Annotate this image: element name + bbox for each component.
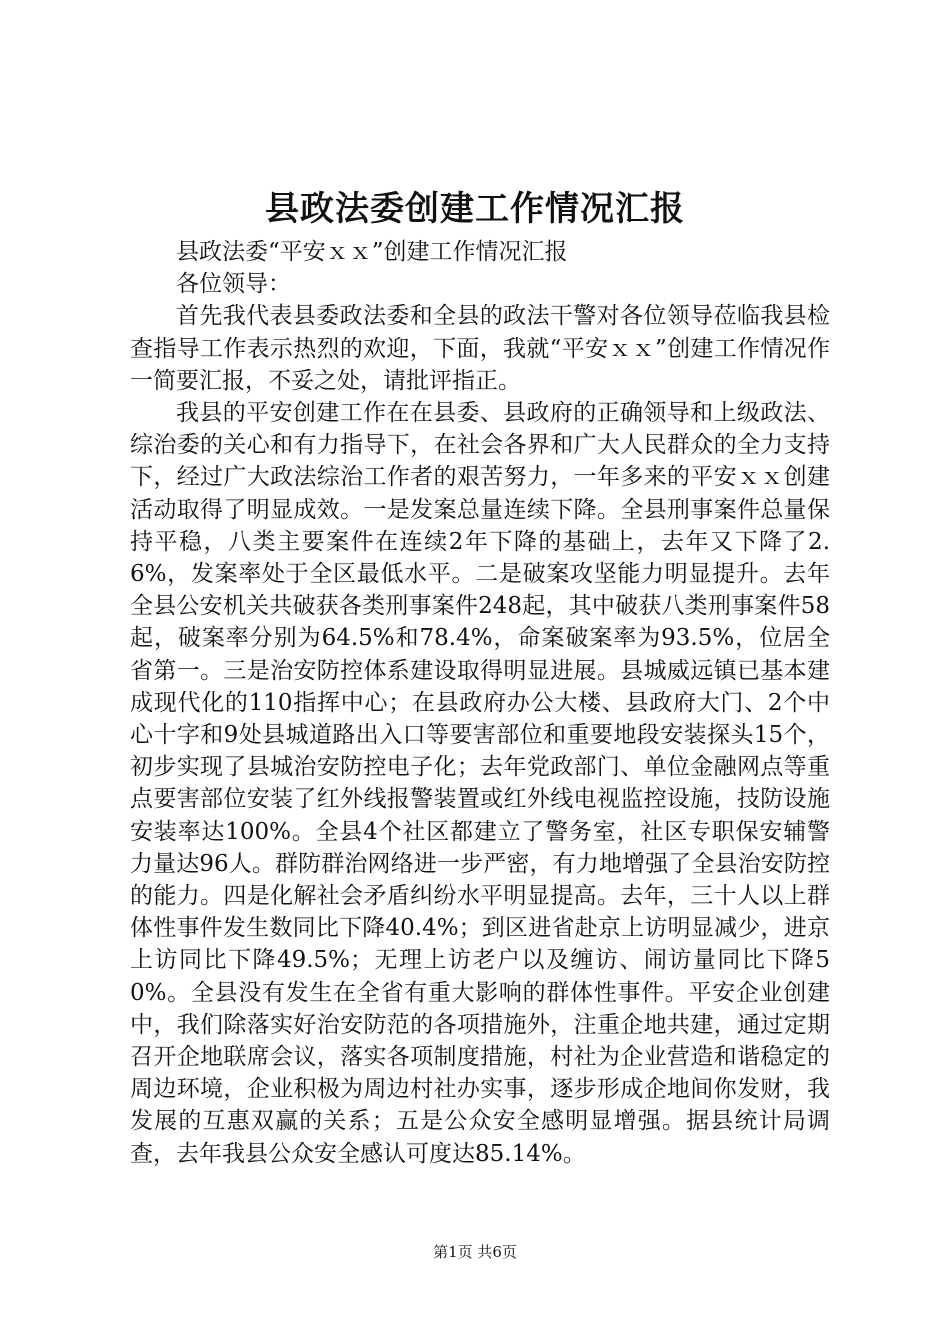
salutation-line: 各位领导： (176, 271, 291, 298)
document-body (130, 236, 830, 1170)
page-number-footer: 第1页 共6页 (433, 1243, 517, 1261)
paragraph-intro: 首先我代表县委政法委和全县的政法干警对各位领导莅临我县检查指导工作表示热烈的欢迎，下面，我就“平安ｘｘ”创建工作情况作一简要汇报，不妥之处，请批评指正。 (130, 303, 830, 394)
paragraph-achievements: 我县的平安创建工作在在县委、县政府的正确领导和上级政法、综治委的关心和有力指导下，在社会各界和广大人民群众的全力支持下，经过广大政法综治工作者的艰苦努力，一年多来的平安ｘｘ创建活动取得了明显成效。一是发案总量连续下降。全县刑事案件总量保持平稳，八类主要案件在连续2年下降的基础上，去年又下降了2.6%，发案率处于全区最低水平。二是破案攻坚能力明显提升。去年全县公安机关共破获各类刑事案件248起，其中破获八类刑事案件58起，破案率分别为64.5%和78.4%，命案破案率为93.5%，位居全省第一。三是治安防控体系建设取得明显进展。县城威远镇已基本建成现代化的110指挥中心；在县政府办公大楼、县政府大门、2个中心十字和9处县城道路出入口等要害部位和重要地段安装探头15个，初步实现了县城治安防控电子化；去年党政部门、单位金融网点等重点要害部位安装了红外线报警装置或红外线电视监控设施，技防设施安装率达100%。全县4个社区都建立了警务室，社区专职保安辅警力量达96人。群防群治网络进一步严密，有力地增强了全县治安防控的能力。四是化解社会矛盾纠纷水平明显提高。去年，三十人以上群体性事件发生数同比下降40.4%；到区进省赴京上访明显减少，进京上访同比下降49.5%；无理上访老户以及缠访、闹访量同比下降50%。全县没有发生在全省有重大影响的群体性事件。平安企业创建中，我们除落实好治安防范的各项措施外，注重企地共建，通过定期召开企地联席会议，落实各项制度措施，村社为企业营造和谐稳定的周边环境，企业积极为周边村社办实事，逐步形成企地间你发财，我发展的互惠双赢的关系；五是公众安全感明显增强。据县统计局调查，去年我县公众安全感认可度达85.14%。 (130, 400, 830, 1167)
document-title: 县政法委创建工作情况汇报 (265, 189, 685, 229)
subtitle-line: 县政法委“平安ｘｘ”创建工作情况汇报 (176, 239, 568, 265)
